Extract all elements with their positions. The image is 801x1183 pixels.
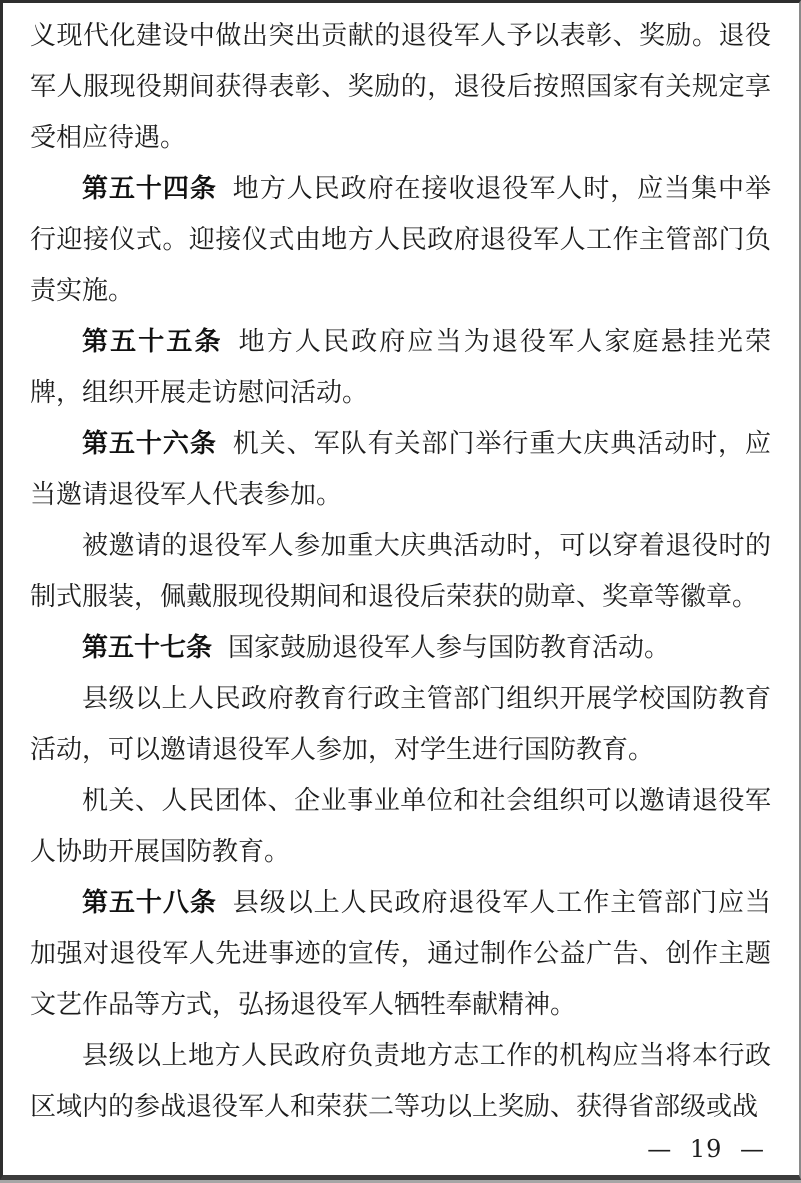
paragraph [30,878,771,1031]
paragraph [30,521,771,623]
article-number: 第五十五条 [82,327,223,357]
paragraph [30,776,771,878]
paragraph-text: 国家鼓励退役军人参与国防教育活动。 [228,633,671,663]
paragraph [30,674,771,776]
article-number: 第五十七条 [82,633,213,663]
paragraph-text: 地方人民政府在接收退役军人时，应当集中举行迎接仪式。迎接仪式由地方人民政府退役军人工作主管部门负责实施。 [30,174,771,306]
page-content [3,3,799,1133]
paragraph-text: 被邀请的退役军人参加重大庆典活动时，可以穿着退役时的制式服装，佩戴服现役期间和退役后荣获的勋章、奖章等徽章。 [30,531,771,612]
paragraph-text: 县级以上人民政府教育行政主管部门组织开展学校国防教育活动，可以邀请退役军人参加，对学生进行国防教育。 [30,684,771,765]
paragraph [30,164,771,317]
paragraph [30,11,771,164]
paragraph-text: 地方人民政府应当为退役军人家庭悬挂光荣牌，组织开展走访慰问活动。 [30,327,771,408]
article-number: 第五十四条 [82,174,217,204]
paragraph [30,623,771,674]
paragraph [30,1031,771,1133]
paragraph-text: 机关、军队有关部门举行重大庆典活动时，应当邀请退役军人代表参加。 [30,429,771,510]
paragraph-text: 机关、人民团体、企业事业单位和社会组织可以邀请退役军人协助开展国防教育。 [30,786,771,867]
paragraph-text: 义现代化建设中做出突出贡献的退役军人予以表彰、奖励。退役军人服现役期间获得表彰、奖励的，退役后按照国家有关规定享受相应待遇。 [30,21,771,153]
paragraph [30,419,771,521]
page-number: — 19 — [647,1135,765,1163]
page-footer [647,1135,765,1163]
article-number: 第五十八条 [82,888,217,918]
paragraph-text: 县级以上人民政府退役军人工作主管部门应当加强对退役军人先进事迹的宣传，通过制作公益广告、创作主题文艺作品等方式，弘扬退役军人牺牲奉献精神。 [30,888,771,1020]
paragraph [30,317,771,419]
paragraph-text: 县级以上地方人民政府负责地方志工作的机构应当将本行政区域内的参战退役军人和荣获二等功以上奖励、获得省部级或战 [30,1041,771,1122]
article-number: 第五十六条 [82,429,217,459]
